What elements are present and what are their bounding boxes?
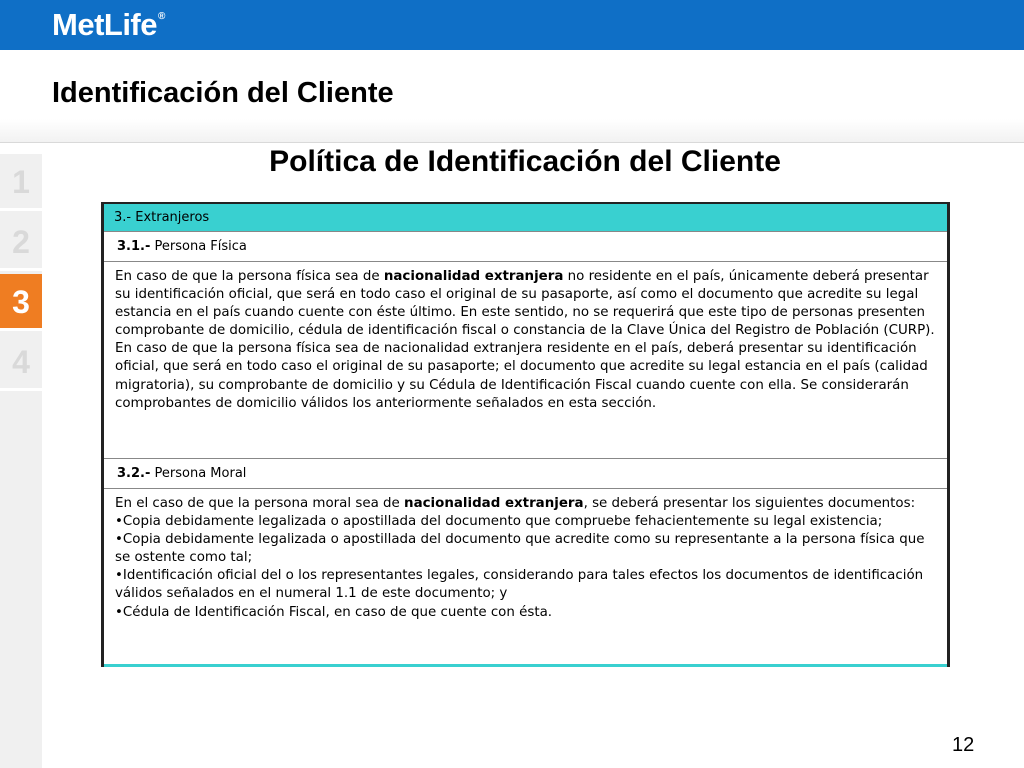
text-bold-segment: nacionalidad extranjera — [383, 269, 564, 284]
logo-registered-mark: ® — [158, 11, 165, 22]
table-bottom-strip — [104, 664, 947, 667]
subsection-number: 3.1.- — [117, 239, 151, 254]
bullet-item: •Identificación oficial del o los representantes legales, considerando para tales efectos los documentos de identificación válidos señalados en el numeral 1.1 de este documento; y — [115, 568, 924, 602]
text-bold-segment: nacionalidad extranjera — [404, 496, 584, 511]
section-heading: Política de Identificación del Cliente — [269, 145, 781, 178]
subsection-number: 3.2.- — [117, 466, 151, 481]
table-header-row — [104, 202, 947, 232]
text-segment: En caso de que la persona física sea de — [115, 269, 384, 284]
policy-table — [101, 202, 950, 667]
nav-item-3-active[interactable]: 3 — [0, 274, 42, 331]
nav-item-2[interactable]: 2 — [0, 214, 42, 271]
section-nav — [0, 154, 42, 768]
logo-text: MetLife — [52, 7, 157, 42]
paragraph-no-residente — [115, 268, 937, 340]
nav-item-1[interactable]: 1 — [0, 154, 42, 211]
table-header-label: 3.- Extranjeros — [114, 210, 210, 225]
body-row-persona-moral — [104, 489, 947, 664]
subsection-row-persona-fisica — [104, 232, 947, 262]
subsection-label: Persona Moral — [154, 466, 247, 481]
subsection-label: Persona Física — [154, 239, 247, 254]
nav-item-4[interactable]: 4 — [0, 334, 42, 391]
text-segment: En el caso de que la persona moral sea de — [115, 496, 405, 511]
page-title: Identificación del Cliente — [52, 77, 394, 109]
bullet-item: •Copia debidamente legalizada o apostillada del documento que acredite como su representante a la persona física que se ostente como tal; — [115, 532, 925, 566]
bullet-item: •Cédula de Identificación Fiscal, en caso de que cuente con ésta. — [115, 604, 553, 620]
paragraph-intro — [115, 495, 937, 513]
body-row-persona-fisica — [104, 262, 947, 459]
paragraph-residente: En caso de que la persona física sea de nacionalidad extranjera residente en el país, deberá presentar su identificación oficial, que será en todo caso el original de su pasaporte; el documento que acredite su legal estancia en el país (calidad migratoria), su comprobante de domicilio y su Cédula de Identificación Fiscal cuando cuente con ella. Se considerarán comprobantes de domicilio válidos los anteriormente señalados en esta sección. — [115, 341, 928, 411]
subsection-row-persona-moral — [104, 459, 947, 489]
page-number: 12 — [952, 734, 975, 756]
bullet-item: •Copia debidamente legalizada o apostillada del documento que compruebe fehacientemente su legal existencia; — [115, 514, 883, 530]
text-segment: , se deberá presentar los siguientes documentos: — [583, 496, 916, 511]
metlife-logo — [52, 7, 165, 43]
brand-header-bar — [0, 0, 1024, 50]
text-segment: no residente en el país, únicamente deberá presentar su identificación oficial, que será en todo caso el original de su pasaporte, así como el documento que acredite su legal estancia en el país cuando cuente con éste último. En este sentido, no se requerirá que este tipo de personas presenten comprobante de domicilio, cédula de identificación fiscal o constancia de la Clave Única del Registro de Población (CURP). — [115, 269, 935, 339]
